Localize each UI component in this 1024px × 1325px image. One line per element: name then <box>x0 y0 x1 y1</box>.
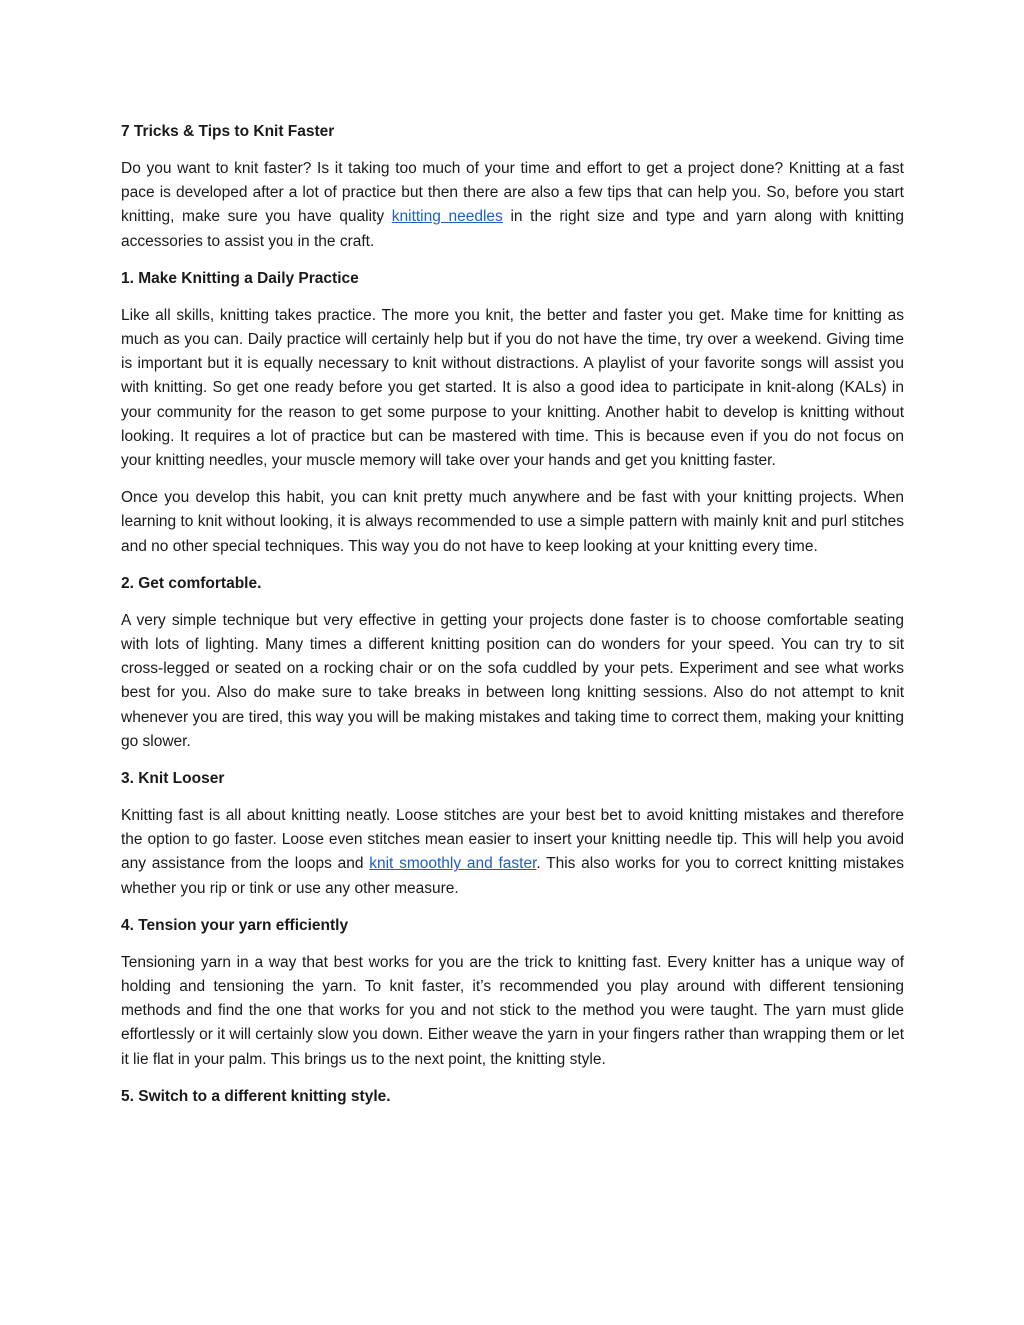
section-2-paragraph-1: A very simple technique but very effective in getting your projects done faster is to choose comfortable seating with lots of lighting. Many times a different knitting position can do wonders for your speed. You can try to sit cross-legged or seated on a rocking chair or on the sofa cuddled by your pets. Experiment and see what works best for you. Also do make sure to take breaks in between long knitting sessions. Also do not attempt to knit whenever you are tired, this way you will be making mistakes and taking time to correct them, making your knitting go slower. <box>121 611 904 750</box>
section-3-text-before-link: Knitting fast is all about knitting neatly. Loose stitches are your best bet to avoid knitting mistakes and therefore the option to go faster. Loose even stitches mean easier to insert your knitting needle tip. This will help you avoid any assistance from the loops and <box>121 807 904 873</box>
section-2-heading: 2. Get comfortable. <box>121 574 262 592</box>
section-4-heading: 4. Tension your yarn efficiently <box>121 916 349 934</box>
document-page <box>121 120 904 1122</box>
section-3-paragraph-1 <box>121 804 904 901</box>
section-4-paragraph-1: Tensioning yarn in a way that best works for you are the trick to knitting fast. Every knitter has a unique way of holding and tensioning the yarn. To knit faster, it’s recommended you play around with different tensioning methods and find the one that works for you and not stick to the method you were taught. The yarn must glide effortlessly or it will certainly slow you down. Either weave the yarn in your fingers rather than wrapping them or let it lie flat in your palm. This brings us to the next point, the knitting style. <box>121 953 904 1068</box>
section-3-text-after-link: . This also works for you to correct knitting mistakes whether you rip or tink or use any other measure. <box>121 855 904 897</box>
document-title: 7 Tricks & Tips to Knit Faster <box>121 123 335 140</box>
intro-text-before-link: Do you want to knit faster? Is it taking too much of your time and effort to get a project done? Knitting at a fast pace is developed after a lot of practice but then there are also a few tips that can help you. So, before you start knitting, make sure you have quality <box>121 160 904 226</box>
section-1-paragraph-1: Like all skills, knitting takes practice. The more you knit, the better and faster you get. Make time for knitting as much as you can. Daily practice will certainly help but if you do not have the time, try over a weekend. Giving time is important but it is equally necessary to knit without distractions. A playlist of your favorite songs will assist you with knitting. So get one ready before you get started. It is also a good idea to participate in knit-along (KALs) in your community for the reason to get some purpose to your knitting. Another habit to develop is knitting without looking. It requires a lot of practice but can be mastered with time. This is because even if you do not focus on your knitting needles, your muscle memory will take over your hands and get you knitting faster. <box>121 306 904 470</box>
section-1-heading: 1. Make Knitting a Daily Practice <box>121 269 359 287</box>
knitting-needles-link[interactable]: knitting needles <box>391 208 503 226</box>
knit-smoothly-link[interactable]: knit smoothly and faster <box>369 855 537 873</box>
section-1-paragraph-2: Once you develop this habit, you can knit pretty much anywhere and be fast with your knitting projects. When learning to knit without looking, it is always recommended to use a simple pattern with mainly knit and purl stitches and no other special techniques. This way you do not have to keep looking at your knitting every time. <box>121 489 904 555</box>
section-3-heading: 3. Knit Looser <box>121 770 225 788</box>
intro-text-after-link: in the right size and type and yarn along with knitting accessories to assist you in the craft. <box>121 208 904 250</box>
section-5-heading: 5. Switch to a different knitting style. <box>121 1087 391 1105</box>
intro-paragraph <box>121 157 904 254</box>
